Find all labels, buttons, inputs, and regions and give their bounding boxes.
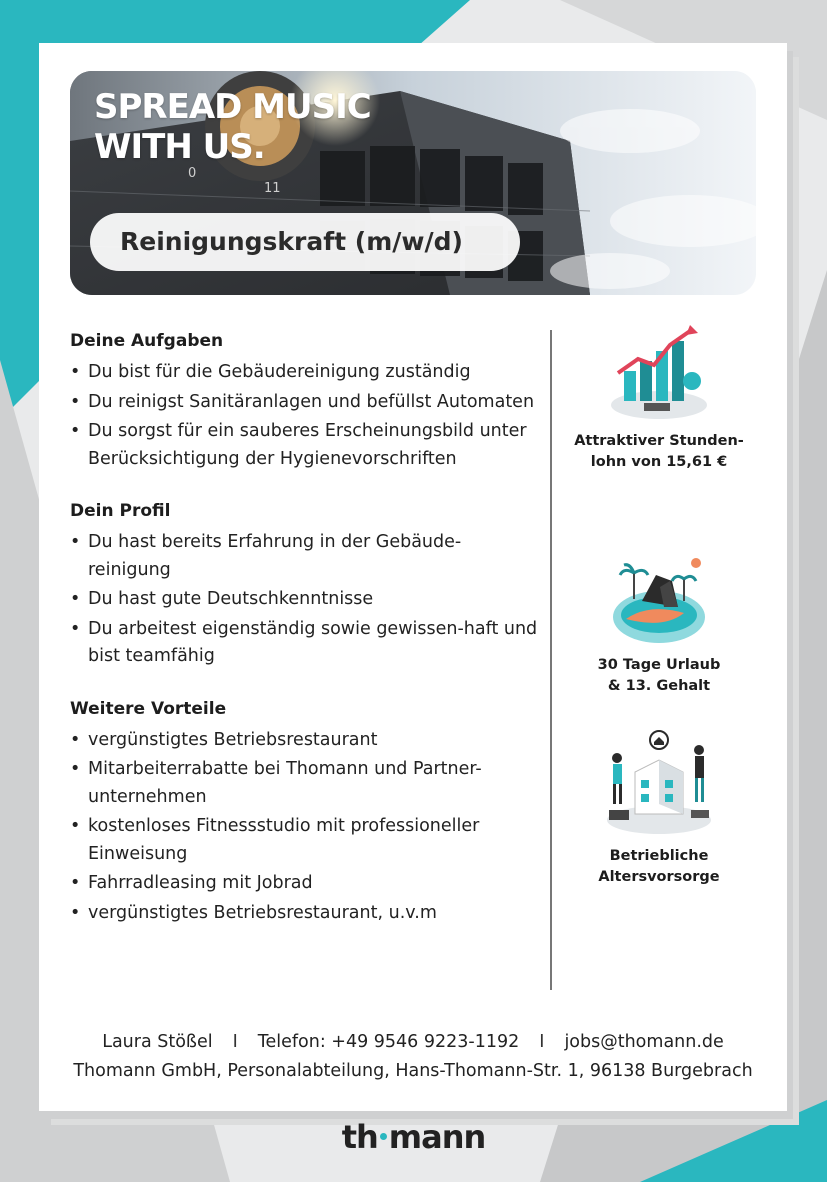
list-item: • Mitarbeiterrabatte bei Thomann und Partner-unternehmen [70, 756, 540, 811]
list-item: • vergünstigtes Betriebsrestaurant, u.v.m [70, 900, 540, 928]
section-heading: Dein Profil [70, 501, 171, 521]
separator: I [539, 1032, 545, 1052]
benefit-pension [559, 728, 759, 888]
profile-list [70, 529, 540, 671]
hero-headline [94, 87, 371, 167]
section-profile [70, 499, 540, 671]
section-tasks [70, 329, 540, 473]
benefit-label [559, 431, 759, 473]
logo-text-start: th [341, 1118, 378, 1156]
section-benefits [70, 697, 540, 928]
company-address: Thomann GmbH, Personalabteilung, Hans-Thomann-Str. 1, 96138 Burgebrach [73, 1061, 753, 1081]
list-item: • Du hast bereits Erfahrung in der Gebäude-reinigung [70, 529, 540, 584]
task-list [70, 359, 540, 473]
benefit-label-line: & 13. Gehalt [607, 678, 711, 694]
contact-phone[interactable]: Telefon: +49 9546 9223-1192 [257, 1032, 520, 1052]
thomann-logo [0, 1118, 827, 1156]
contact-name: Laura Stößel [102, 1032, 213, 1052]
list-item: • kostenloses Fitnessstudio mit professioneller Einweisung [70, 813, 540, 868]
job-title: Reinigungskraft (m/w/d) [120, 227, 463, 256]
hero-banner [70, 71, 756, 295]
logo-text-end: mann [388, 1118, 486, 1156]
column-divider [550, 330, 552, 990]
list-item: • Du hast gute Deutschkenntnisse [70, 586, 540, 614]
headline-line-1: SPREAD MUSIC [94, 87, 371, 127]
benefit-label-line: Attraktiver Stunden- [574, 433, 744, 449]
benefit-label [559, 846, 759, 888]
benefit-salary [559, 323, 759, 473]
contact-email[interactable]: jobs@thomann.de [564, 1032, 724, 1052]
benefit-label [559, 655, 759, 697]
benefit-label-line: Betriebliche [609, 848, 709, 864]
main-content [70, 329, 540, 953]
list-item: • Fahrradleasing mit Jobrad [70, 870, 540, 898]
section-heading: Deine Aufgaben [70, 331, 224, 351]
salary-chart-icon [604, 323, 714, 423]
headline-line-2: WITH US. [94, 127, 265, 167]
watch-numeral-11: 11 [264, 181, 281, 196]
watch-numeral-0: 0 [188, 166, 197, 181]
job-ad-sheet [39, 43, 787, 1111]
contact-footer [39, 1028, 787, 1086]
section-heading: Weitere Vorteile [70, 698, 227, 719]
island-vacation-icon [604, 551, 714, 647]
list-item: • Du reinigst Sanitäranlagen und befüllst Automaten [70, 389, 540, 417]
house-pension-icon [599, 728, 719, 838]
logo-dot [380, 1133, 387, 1140]
benefit-label-line: lohn von 15,61 € [590, 454, 728, 470]
benefit-label-line: Altersvorsorge [598, 869, 720, 885]
job-title-pill [90, 213, 520, 271]
benefits-list [70, 727, 540, 928]
list-item: • Du arbeitest eigenständig sowie gewissen-haft und bist teamfähig [70, 616, 540, 671]
list-item: • vergünstigtes Betriebsrestaurant [70, 727, 540, 755]
benefit-label-line: 30 Tage Urlaub [597, 657, 721, 673]
list-item: • Du sorgst für ein sauberes Erscheinungsbild unter Berücksichtigung der Hygienevorschriften [70, 418, 540, 473]
contact-line [39, 1028, 787, 1057]
list-item: • Du bist für die Gebäudereinigung zuständig [70, 359, 540, 387]
benefit-vacation [559, 551, 759, 697]
separator: I [232, 1032, 238, 1052]
